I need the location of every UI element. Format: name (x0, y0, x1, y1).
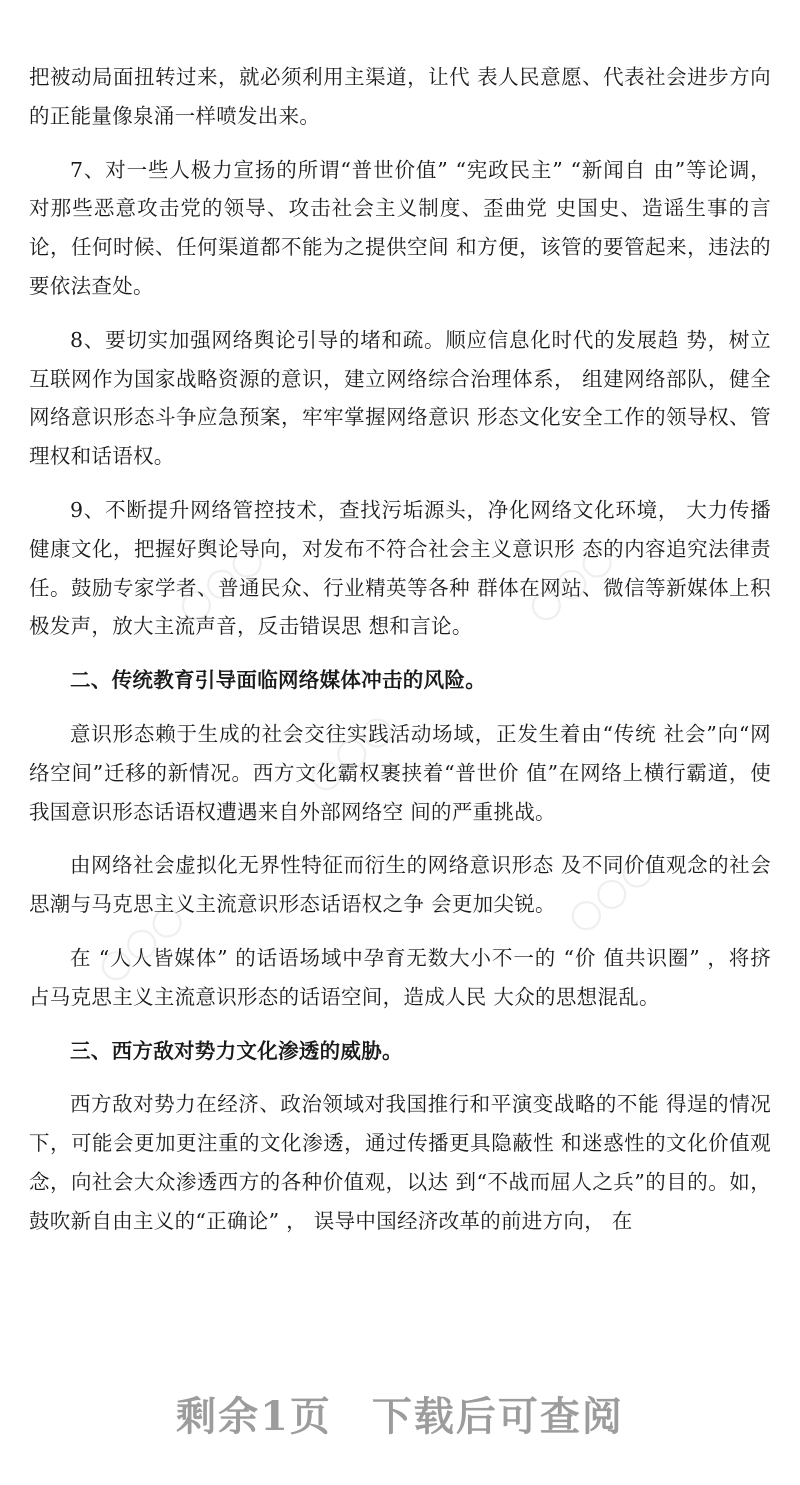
watermark-logo: ○○○ (517, 533, 622, 631)
document-body (29, 58, 771, 1256)
paragraph-section2-1: 意识形态赖于生成的社会交往实践活动场域，正发生着由“传统 社会”向“网络空间”迁移的新情况。西方文化霸权裹挟着“普世价 值”在网络上横行霸道，使我国意识形态话语权遭遇来自外部网络空 间的严重挑战。 (29, 721, 771, 824)
watermark-logo: ○○○ (167, 533, 272, 631)
section-heading-3: 三、西方敌对势力文化渗透的威胁。 (70, 1038, 403, 1063)
remaining-pages-label: 剩余1页 (176, 1393, 332, 1440)
watermark-logo: ○○○ (557, 843, 662, 941)
paragraph-section2-3: 在 “人人皆媒体” 的话语场域中孕育无数大小不一的 “价 值共识圈” ，将挤占马克思主义主流意识形态的话语空间，造成人民 大众的思想混乱。 (29, 945, 771, 1009)
watermark-logo: ○○○ (297, 703, 402, 801)
paragraph-continuation: 把被动局面扭转过来，就必须利用主渠道，让代 表人民意愿、代表社会进步方向的正能量像泉涌一样喷发出来。 (29, 65, 771, 128)
paragraph-item-8: 8、要切实加强网络舆论引导的堵和疏。顺应信息化时代的发展趋 势，树立互联网作为国家战略资源的意识，建立网络综合治理体系， 组建网络部队，健全网络意识形态斗争应急预案，牢牢掌握网络意识 形态文化安全工作的领导权、管理权和话语权。 (29, 327, 771, 469)
paragraph-item-7: 7、对一些人极力宣扬的所谓“普世价值” “宪政民主” “新闻自 由”等论调，对那些恶意攻击党的领导、攻击社会主义制度、歪曲党 史国史、造谣生事的言论，任何时候、任何渠道都不能为之提供空间 和方便，该管的要管起来，违法的要依法查处。 (29, 157, 771, 298)
section-heading-2: 二、传统教育引导面临网络媒体冲击的风险。 (70, 668, 486, 693)
watermark-logo: ○○○ (87, 893, 192, 991)
paragraph-section2-2: 由网络社会虚拟化无界性特征而衍生的网络意识形态 及不同价值观念的社会思潮与马克思主义主流意识形态话语权之争 会更加尖锐。 (29, 853, 771, 917)
paragraph-section3-1: 西方敌对势力在经济、政治领域对我国推行和平演变战略的不能 得逞的情况下，可能会更加更注重的文化渗透，通过传播更具隐蔽性 和迷惑性的文化价值观念，向社会大众渗透西方的各种价值观，以达 到“不战而屈人之兵”的目的。如，鼓吹新自由主义的“正确论” ， 误导中国经济改革的前进方向， 在 (29, 1092, 771, 1233)
download-banner[interactable] (0, 1385, 800, 1442)
download-hint-label: 下载后可查阅 (371, 1393, 624, 1440)
paragraph-item-9: 9、不断提升网络管控技术，查找污垢源头，净化网络文化环境， 大力传播健康文化，把握好舆论导向，对发布不符合社会主义意识形 态的内容追究法律责任。鼓励专家学者、普通民众、行业精英等各种 群体在网站、微信等新媒体上积极发声，放大主流声音，反击错误思 想和言论。 (29, 497, 771, 639)
